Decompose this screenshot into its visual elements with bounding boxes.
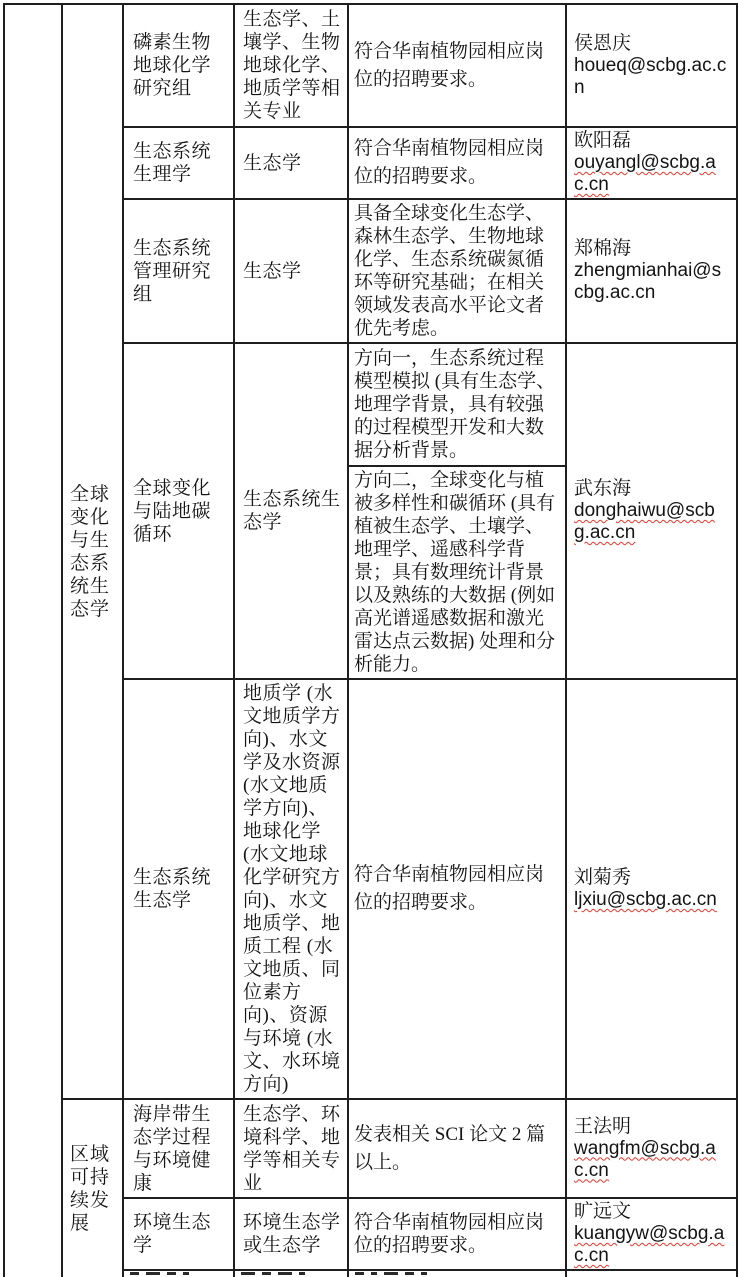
group-cell: 生态系统生态学: [123, 679, 234, 1099]
contact-name: 欧阳磊: [574, 130, 632, 151]
group-cell: 磷素生物地球化学研究组: [123, 4, 234, 127]
major-cell: 生态学、环境科学、地学等相关专业: [234, 1099, 348, 1198]
requirement-direction1-cell: 方向一，生态系统过程模型模拟 (具有生态学、地理学背景，具有较强的过程模型开发和大数据分析背景。: [348, 343, 566, 466]
requirement-cell: 符合华南植物园相应岗位的招聘要求。: [348, 4, 566, 127]
requirement-cell: 发表相关 SCI 论文 2 篇以上。: [348, 1099, 566, 1198]
contact-cell: [566, 1198, 737, 1270]
contact-name: 郑棉海: [574, 238, 632, 259]
category-cell-global-change: 全球变化与生态系统生态学: [62, 4, 123, 1099]
contact-name: 侯恩庆: [574, 32, 632, 54]
clipped-next-row-cell: [348, 1270, 566, 1277]
major-cell: 生态学: [234, 127, 348, 199]
group-cell: 全球变化与陆地碳循环: [123, 343, 234, 679]
contact-cell: [566, 4, 737, 127]
contact-name: 武东海: [574, 478, 632, 499]
major-cell: 生态学: [234, 199, 348, 343]
contact-email: ljxiu@scbg.ac.cn: [574, 889, 717, 910]
major-cell: 生态学、土壤学、生物地球化学、地质学等相关专业: [234, 4, 348, 127]
requirement-cell: 符合华南植物园相应岗位的招聘要求。: [348, 127, 566, 199]
clipped-next-row-text: [130, 1271, 227, 1277]
contact-email: ouyangl@scbg.ac.cn: [574, 152, 716, 195]
group-cell: 生态系统生理学: [123, 127, 234, 199]
recruitment-table: [3, 3, 738, 1277]
contact-email: donghaiwu@scbg.ac.cn: [574, 500, 715, 543]
contact-name: 刘菊秀: [574, 867, 632, 888]
clipped-next-row-text: [241, 1271, 341, 1277]
clipped-next-row-cell: [123, 1270, 234, 1277]
major-cell: 环境生态学或生态学: [234, 1198, 348, 1270]
contact-email: wangfm@scbg.ac.cn: [574, 1137, 716, 1181]
contact-cell: [566, 343, 737, 679]
clipped-next-row-cell: [234, 1270, 348, 1277]
contact-name: 旷远文: [574, 1201, 632, 1222]
contact-email: kuangyw@scbg.ac.cn: [574, 1223, 725, 1266]
group-cell: 海岸带生态学过程与环境健康: [123, 1099, 234, 1198]
contact-cell: [566, 127, 737, 199]
category-cell-regional-sustainability: 区域可持续发展: [62, 1099, 123, 1277]
group-cell: 生态系统管理研究组: [123, 199, 234, 343]
major-cell: 生态系统生态学: [234, 343, 348, 679]
requirement-cell: 符合华南植物园相应岗位的招聘要求。: [348, 679, 566, 1099]
clipped-next-row-text: [355, 1271, 559, 1277]
contact-cell: [566, 199, 737, 343]
contact-email: zhengmianhai@scbg.ac.cn: [574, 260, 722, 303]
group-cell: 环境生态学: [123, 1198, 234, 1270]
requirement-cell: 具备全球变化生态学、森林生态学、生物地球化学、生态系统碳氮循环等研究基础；在相关领域发表高水平论文者优先考虑。: [348, 199, 566, 343]
requirement-cell: 符合华南植物园相应岗位的招聘要求。: [348, 1198, 566, 1270]
major-cell: 地质学 (水文地质学方向)、水文学及水资源 (水文地质学方向)、地球化学 (水文地球化学研究方向)、水文地质学、地质工程 (水文地质、同位素方向)、资源与环境 (水文、水环境方向): [234, 679, 348, 1099]
contact-name: 王法明: [574, 1115, 632, 1137]
contact-cell: [566, 1099, 737, 1198]
requirement-direction2-cell: 方向二，全球变化与植被多样性和碳循环 (具有植被生态学、土壤学、地理学、遥感科学背景；具有数理统计背景以及熟练的大数据 (例如高光谱遥感数据和激光雷达点云数据) 处理和分析能力。: [348, 466, 566, 679]
clipped-next-row-cell: [566, 1270, 737, 1277]
contact-email: houeq@scbg.ac.cn: [574, 54, 727, 98]
contact-cell: [566, 679, 737, 1099]
left-spine-cell: [4, 4, 62, 1277]
